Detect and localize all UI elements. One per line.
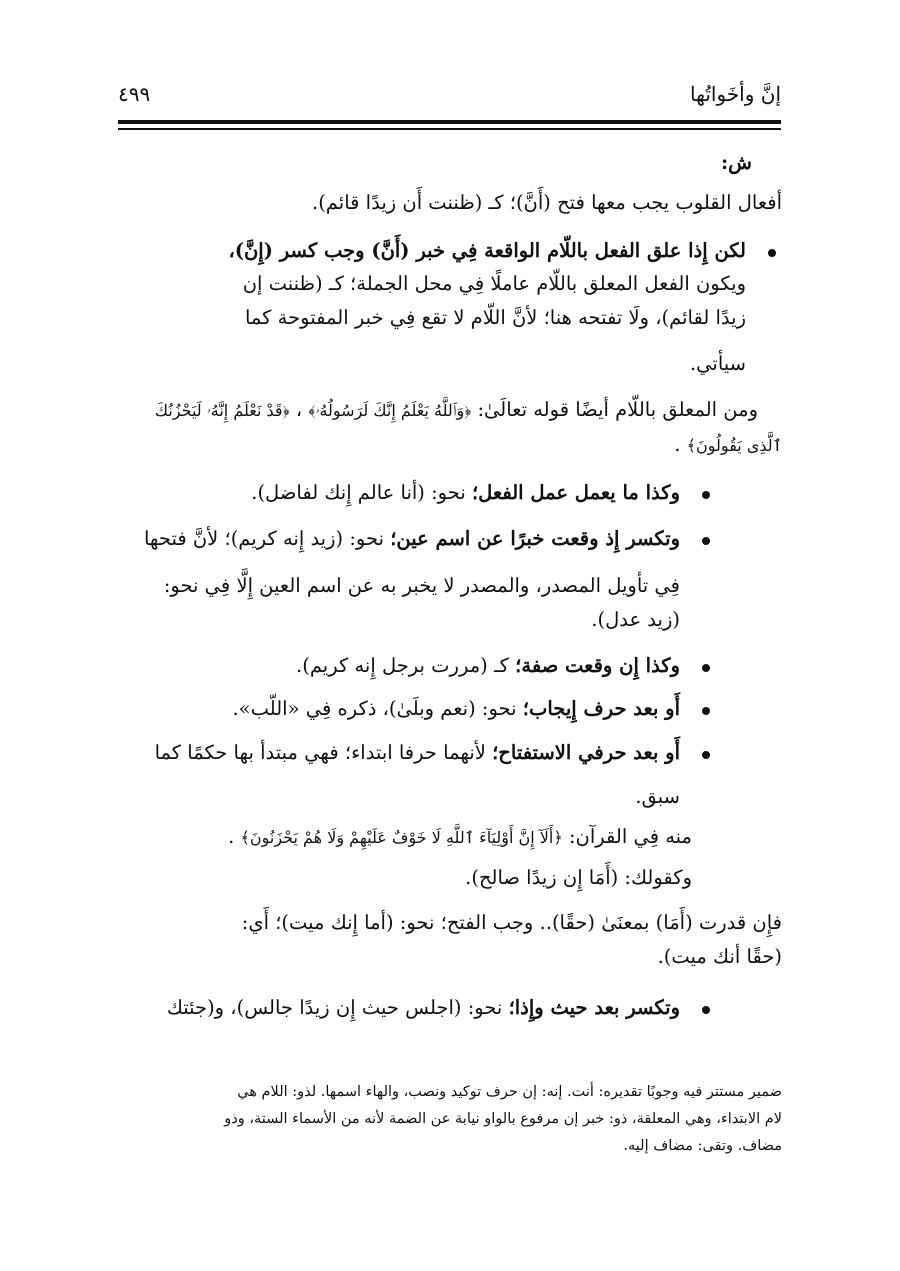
page-header bbox=[118, 82, 781, 122]
quran-verse: ٱلَّذِى يَقُولُونَ﴾ bbox=[686, 436, 782, 455]
example-line: وكقولك: (أَمَا إِن زيدًا صالح). bbox=[465, 866, 692, 889]
bullet-3-line-3: (زيد عدل). bbox=[591, 608, 680, 631]
bullet-1-line-4: سيأتي. bbox=[689, 352, 746, 375]
bullet-7-line bbox=[167, 991, 680, 1024]
bullet bbox=[702, 1006, 710, 1014]
bullet bbox=[768, 249, 776, 257]
bullet-1-lead: لكن إِذا علق الفعل باللّام الواقعة فِي خبر (أَنَّ) وجب كسر (إِنَّ)، bbox=[228, 239, 746, 262]
separator: ، bbox=[295, 398, 303, 421]
bullet bbox=[702, 537, 710, 545]
quran-example-prefix: منه فِي القرآن: bbox=[568, 825, 692, 848]
bullet-6-lead: أَو بعد حرفي الاستفتاح؛ bbox=[492, 741, 680, 764]
bullet-2-line bbox=[251, 476, 680, 509]
bullet-6-line-2: سبق. bbox=[635, 785, 680, 808]
bullet-3-line-1 bbox=[144, 522, 680, 555]
bullet bbox=[702, 751, 710, 759]
bullet-2-rest: نحو: (أنا عالم إِنك لفاضل). bbox=[251, 481, 466, 504]
quran-verse: ﴿وَٱللَّهُ يَعْلَمُ إِنَّكَ لَرَسُولُهُۥ﴾ bbox=[308, 401, 472, 420]
header-rule-thick bbox=[118, 120, 781, 124]
period: . bbox=[674, 433, 681, 456]
header-rule-thin bbox=[118, 128, 781, 130]
sharh-label: ش: bbox=[720, 151, 752, 174]
bullet bbox=[702, 664, 710, 672]
intro-line: أفعال القلوب يجب معها فتح (أَنَّ)؛ كـ (ظننت أَن زيدًا قائم). bbox=[312, 191, 782, 214]
bullet-6-rest: لأنهما حرفا ابتداء؛ فهي مبتدأ بها حكمًا كما bbox=[154, 741, 486, 764]
bullet-7-lead: وتكسر بعد حيث وإِذا؛ bbox=[508, 996, 680, 1019]
bullet-7-rest: نحو: (اجلس حيث إِن زيدًا جالس)، و(جئتك bbox=[166, 996, 503, 1019]
quran-verse: ﴿قَدْ نَعْلَمُ إِنَّهُۥ لَيَحْزُنُكَ bbox=[154, 401, 290, 420]
paragraph-2-line-2 bbox=[674, 428, 782, 462]
bullet-4-lead: وكذا إِن وقعت صفة؛ bbox=[515, 654, 680, 677]
footnote-line-3: مضاف. وتقى: مضاف إليه. bbox=[623, 1138, 782, 1154]
bullet-5-rest: نحو: (نعم وبلَىٰ)، ذكره فِي «اللّب». bbox=[232, 697, 517, 720]
bullet-5-line bbox=[232, 692, 680, 725]
footnote-line-2: لام الابتداء، وهي المعلقة، ذو: خبر إن مرفوع بالواو نيابة عن الضمة لأنه من الأسماء الستة، وذو bbox=[224, 1111, 782, 1127]
bullet-1-line-3: زيدًا لقائم)، ولَا تفتحه هنا؛ لأنَّ اللّام لا تقع فِي خبر المفتوحة كما bbox=[244, 306, 746, 329]
quran-example-line bbox=[228, 820, 692, 854]
paragraph-3-line-2: (حقًا أنك ميت). bbox=[657, 945, 782, 968]
bullet-2-lead: وكذا ما يعمل عمل الفعل؛ bbox=[471, 481, 680, 504]
paragraph-2-line-1 bbox=[155, 393, 758, 427]
bullet-1-line-2: ويكون الفعل المعلق باللّام عاملًا فِي محل الجملة؛ كـ (ظننت إن bbox=[242, 272, 746, 295]
paragraph-3-line-1: فإِن قدرت (أَمَا) بمعنَىٰ (حقًا).. وجب الفتح؛ نحو: (أما إِنك ميت)؛ أَي: bbox=[241, 911, 782, 934]
bullet-5-lead: أَو بعد حرف إِيجاب؛ bbox=[522, 697, 680, 720]
paragraph-2-prefix: ومن المعلق باللّام أيضًا قوله تعالَىٰ: bbox=[477, 398, 758, 421]
quran-verse: ﴿أَلَآ إِنَّ أَوْلِيَآءَ ٱللَّهِ لَا خَوْفٌ عَلَيْهِمْ وَلَا هُمْ يَحْزَنُونَ﴾ bbox=[240, 828, 563, 847]
bullet-3-lead: وتكسر إِذ وقعت خبرًا عن اسم عين؛ bbox=[390, 527, 680, 550]
period: . bbox=[228, 825, 235, 848]
bullet-3-line-2: فِي تأويل المصدر، والمصدر لا يخبر به عن اسم العين إِلَّا فِي نحو: bbox=[163, 574, 680, 597]
bullet bbox=[702, 491, 710, 499]
bullet-4-rest: كـ (مررت برجل إِنه كريم). bbox=[296, 654, 509, 677]
bullet bbox=[702, 707, 710, 715]
footnote-line-1: ضمير مستتر فيه وجوبًا تقديره: أنت. إنه: إن حرف توكيد ونصب، والهاء اسمها. لذو: اللام هي bbox=[237, 1084, 782, 1100]
page-number: ٤٩٩ bbox=[118, 82, 151, 106]
bullet-6-line-1 bbox=[155, 736, 680, 769]
bullet-3-rest: نحو: (زيد إِنه كريم)؛ لأنَّ فتحها bbox=[143, 527, 384, 550]
running-title: إنَّ وأخَواتُها bbox=[690, 82, 781, 106]
bullet-4-line bbox=[296, 649, 680, 682]
